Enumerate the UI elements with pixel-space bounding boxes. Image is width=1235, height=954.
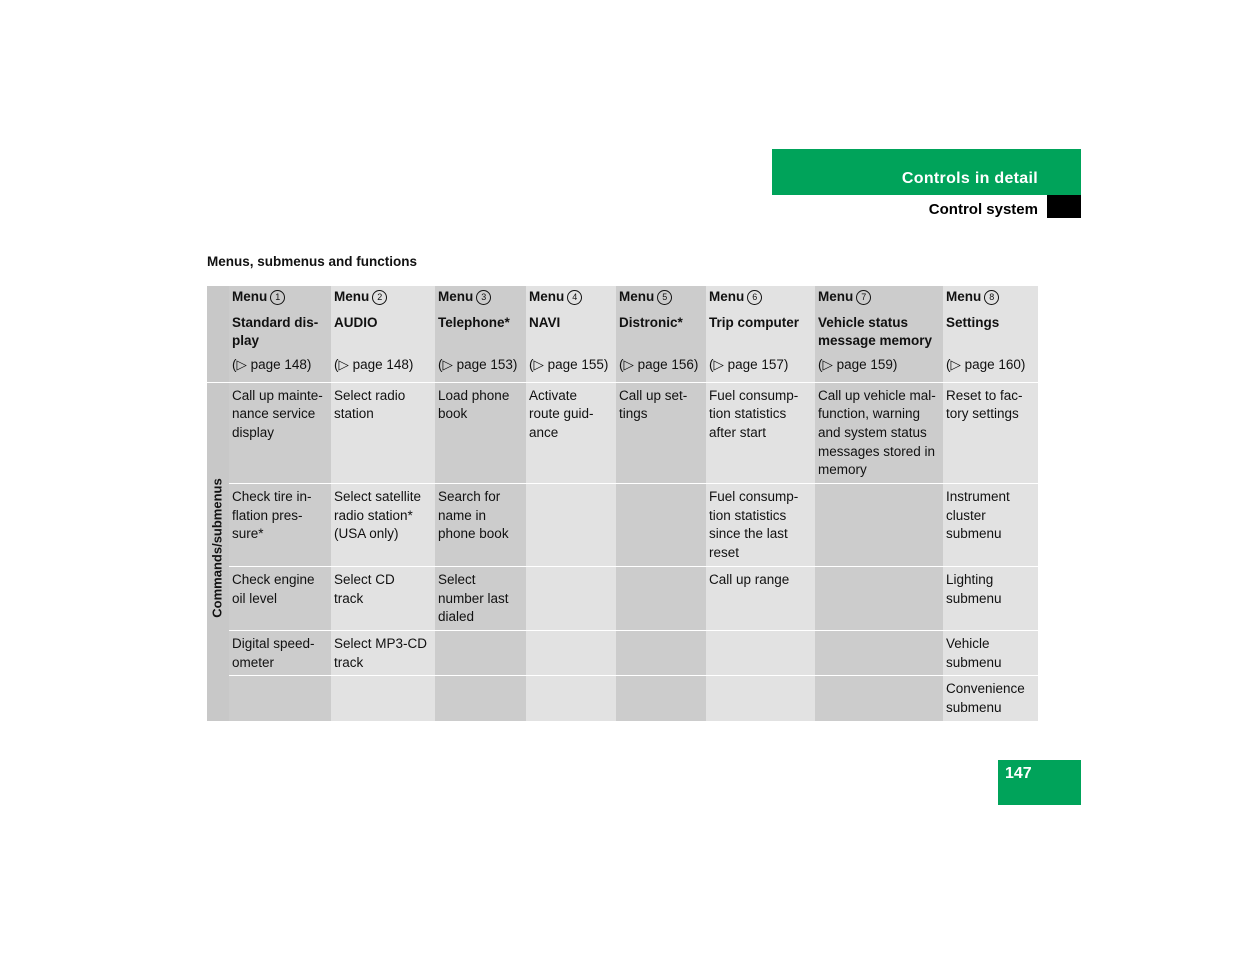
menu-name: Standard dis- play <box>232 314 319 349</box>
menu-page-ref: (▷ page 155) <box>529 356 609 372</box>
table-cell: Instrument cluster submenu <box>943 484 1038 567</box>
table-cell <box>706 676 815 721</box>
table-cell: Select satellite radio station* (USA only) <box>331 484 435 567</box>
header-corner <box>207 286 229 382</box>
table-cell <box>435 676 526 721</box>
table-row <box>207 676 1038 721</box>
menu-number-badge: 1 <box>270 290 285 305</box>
table-row <box>207 566 1038 630</box>
menu-number-badge: 6 <box>747 290 762 305</box>
table-cell: Fuel consump- tion statistics since the last reset <box>706 484 815 567</box>
page-number: 147 <box>1005 765 1032 782</box>
table-cell: Convenience submenu <box>943 676 1038 721</box>
table-cell: Activate route guid- ance <box>526 382 616 484</box>
section-header <box>772 149 1081 195</box>
subsection-title: Control system <box>928 201 1038 218</box>
table-cell: Check tire in- flation pres- sure* <box>229 484 331 567</box>
table-cell <box>526 484 616 567</box>
table-cell: Fuel consump- tion statistics after start <box>706 382 815 484</box>
menu-word: Menu <box>619 289 655 304</box>
table-cell: Call up set- tings <box>616 382 706 484</box>
table-cell <box>706 630 815 675</box>
menu-name: Settings <box>946 314 1000 330</box>
table-row <box>207 382 1038 484</box>
menu-word: Menu <box>709 289 745 304</box>
table-cell <box>815 566 943 630</box>
header-row <box>207 286 1038 382</box>
table-cell: Call up vehicle mal- function, warning and system status messages stored in memory <box>815 382 943 484</box>
menu-number-badge: 8 <box>984 290 999 305</box>
menu-header-6 <box>706 286 815 382</box>
menu-name: Vehicle status message memory <box>818 314 933 349</box>
menu-page-ref: (▷ page 159) <box>818 357 898 373</box>
menus-table <box>207 286 1038 721</box>
menu-number-badge: 2 <box>372 290 387 305</box>
table-cell: Select CD track <box>331 566 435 630</box>
menu-header-5 <box>616 286 706 382</box>
menu-name: AUDIO <box>334 314 378 330</box>
menu-label <box>232 288 329 307</box>
table-cell: Select radio station <box>331 382 435 484</box>
table-row <box>207 484 1038 567</box>
menu-name: NAVI <box>529 314 561 330</box>
menu-page-ref: (▷ page 148) <box>232 357 312 373</box>
menu-page-ref: (▷ page 157) <box>709 356 789 372</box>
menu-name: Telephone* <box>438 314 510 330</box>
commands-submenus-label: Commands/submenus <box>209 477 225 618</box>
menu-header-4 <box>526 286 616 382</box>
page-number-box <box>998 760 1081 805</box>
menu-name: Trip computer <box>709 314 800 330</box>
menu-word: Menu <box>946 289 982 304</box>
table-cell <box>815 630 943 675</box>
menu-number-badge: 3 <box>476 290 491 305</box>
menu-number-badge: 5 <box>657 290 672 305</box>
table-cell: Check engine oil level <box>229 566 331 630</box>
menu-page-ref: (▷ page 160) <box>946 356 1026 372</box>
table-cell <box>229 676 331 721</box>
table-cell <box>616 484 706 567</box>
section-marker <box>1047 195 1081 218</box>
menu-word: Menu <box>818 289 854 304</box>
table-row <box>207 630 1038 675</box>
menu-label <box>818 288 941 307</box>
table-cell <box>616 566 706 630</box>
menu-name: Distronic* <box>619 314 683 330</box>
menu-page-ref: (▷ page 153) <box>438 356 518 372</box>
table-cell: Call up range <box>706 566 815 630</box>
menu-label <box>619 288 704 307</box>
side-label-cell <box>207 382 229 721</box>
table-cell <box>526 630 616 675</box>
section-title: Controls in detail <box>901 170 1038 187</box>
table-cell <box>815 484 943 567</box>
menu-header-2 <box>331 286 435 382</box>
menu-word: Menu <box>232 289 268 304</box>
menu-page-ref: (▷ page 156) <box>619 356 699 372</box>
menu-label <box>709 288 813 307</box>
table-cell: Digital speed- ometer <box>229 630 331 675</box>
table-cell <box>526 566 616 630</box>
menu-word: Menu <box>438 289 474 304</box>
menu-label <box>334 288 433 307</box>
menu-number-badge: 4 <box>567 290 582 305</box>
menu-header-1 <box>229 286 331 382</box>
table-cell <box>526 676 616 721</box>
table-cell: Select MP3-CD track <box>331 630 435 675</box>
table-title: Menus, submenus and functions <box>207 254 418 269</box>
table-cell <box>331 676 435 721</box>
menu-page-ref: (▷ page 148) <box>334 356 414 372</box>
menu-word: Menu <box>334 289 370 304</box>
table-cell: Select number last dialed <box>435 566 526 630</box>
table-cell <box>616 676 706 721</box>
table-cell <box>815 676 943 721</box>
table-cell: Search for name in phone book <box>435 484 526 567</box>
menu-word: Menu <box>529 289 565 304</box>
menu-number-badge: 7 <box>856 290 871 305</box>
table-cell: Load phone book <box>435 382 526 484</box>
menu-label <box>946 288 1036 307</box>
menu-header-7 <box>815 286 943 382</box>
table-cell <box>435 630 526 675</box>
table-cell: Call up mainte- nance service display <box>229 382 331 484</box>
menu-header-3 <box>435 286 526 382</box>
menu-label <box>438 288 524 307</box>
table-cell <box>616 630 706 675</box>
table-cell: Reset to fac- tory settings <box>943 382 1038 484</box>
menu-header-8 <box>943 286 1038 382</box>
table-cell: Lighting submenu <box>943 566 1038 630</box>
table-cell: Vehicle submenu <box>943 630 1038 675</box>
menu-label <box>529 288 614 307</box>
